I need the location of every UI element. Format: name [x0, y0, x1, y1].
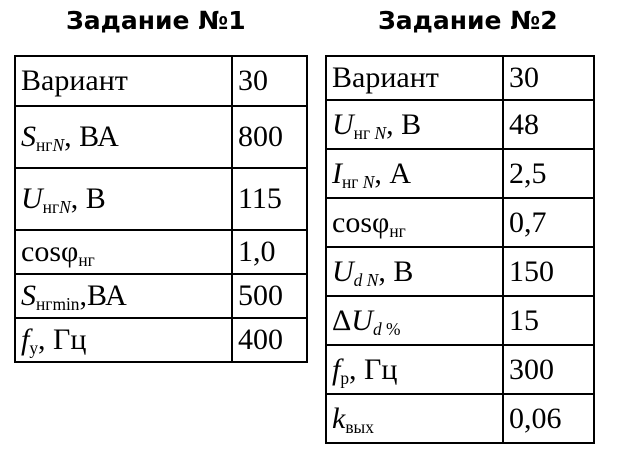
param-subscript: нг [78, 249, 95, 270]
table-row [326, 394, 594, 443]
value-cell: 300 [503, 345, 594, 394]
param-subscript: d N [353, 269, 379, 290]
param-symbol: S [21, 120, 36, 153]
param-subscript: нгmin [36, 293, 80, 314]
table-row [15, 318, 307, 362]
param-unit: , В [378, 254, 414, 288]
param-subscript: вых [345, 416, 374, 437]
param-cell [326, 296, 503, 345]
param-cell [326, 56, 503, 100]
param-symbol: I [332, 156, 342, 190]
param-label: Вариант [21, 64, 128, 97]
param-subscript: у [29, 337, 39, 358]
param-symbol: f [21, 323, 30, 356]
task2-table [325, 55, 595, 444]
value-cell: 48 [503, 100, 594, 149]
param-cell [326, 394, 503, 443]
table-row [15, 230, 307, 274]
param-unit: , ВА [64, 120, 119, 153]
param-prefix: Δ [332, 303, 352, 337]
param-cell [326, 100, 503, 149]
table-row [15, 106, 307, 168]
param-subscript: нгN [42, 196, 71, 217]
value-cell: 15 [503, 296, 594, 345]
param-cell [15, 106, 232, 168]
value-cell: 30 [503, 56, 594, 100]
value-cell: 115 [232, 168, 307, 230]
table-row [15, 56, 307, 106]
param-label: Вариант [332, 61, 439, 94]
table-row [326, 247, 594, 296]
param-subscript: d % [372, 318, 401, 339]
param-cell [15, 318, 232, 362]
value-cell: 800 [232, 106, 307, 168]
param-cell [326, 198, 503, 247]
param-symbol: f [332, 352, 341, 386]
param-unit: , Гц [38, 323, 87, 356]
param-symbol: k [332, 401, 346, 435]
table-row [15, 274, 307, 318]
param-cell [15, 56, 232, 106]
table-row [326, 149, 594, 198]
param-label: cosφ [332, 205, 390, 239]
param-cell [15, 274, 232, 318]
table-row [15, 168, 307, 230]
param-symbol: U [351, 303, 373, 337]
param-subscript: нгN [36, 134, 65, 155]
table-row [326, 100, 594, 149]
param-cell [326, 149, 503, 198]
param-subscript: нг [389, 220, 406, 241]
table-row [326, 345, 594, 394]
param-subscript: нг N [353, 122, 387, 143]
value-cell: 0,06 [503, 394, 594, 443]
value-cell: 500 [232, 274, 307, 318]
param-cell [326, 345, 503, 394]
param-symbol: U [332, 107, 354, 141]
task2-title: Задание №2 [378, 6, 558, 35]
value-cell: 1,0 [232, 230, 307, 274]
param-symbol: S [21, 279, 36, 312]
param-subscript: нг N [342, 171, 375, 192]
param-unit: , Гц [349, 352, 398, 386]
param-subscript: р [340, 367, 350, 388]
param-unit: , В [70, 182, 106, 215]
param-symbol: U [332, 254, 354, 288]
task1-title: Задание №1 [66, 6, 246, 35]
param-unit: , А [374, 156, 412, 190]
table-row [326, 198, 594, 247]
table-row [326, 296, 594, 345]
param-cell [326, 247, 503, 296]
value-cell: 2,5 [503, 149, 594, 198]
param-cell [15, 230, 232, 274]
param-unit: ,ВА [79, 279, 127, 312]
value-cell: 30 [232, 56, 307, 106]
param-unit: , В [386, 107, 422, 141]
task1-table [14, 55, 308, 363]
param-label: cosφ [21, 235, 79, 268]
value-cell: 150 [503, 247, 594, 296]
param-cell [15, 168, 232, 230]
value-cell: 400 [232, 318, 307, 362]
value-cell: 0,7 [503, 198, 594, 247]
param-symbol: U [21, 182, 43, 215]
table-row [326, 56, 594, 100]
